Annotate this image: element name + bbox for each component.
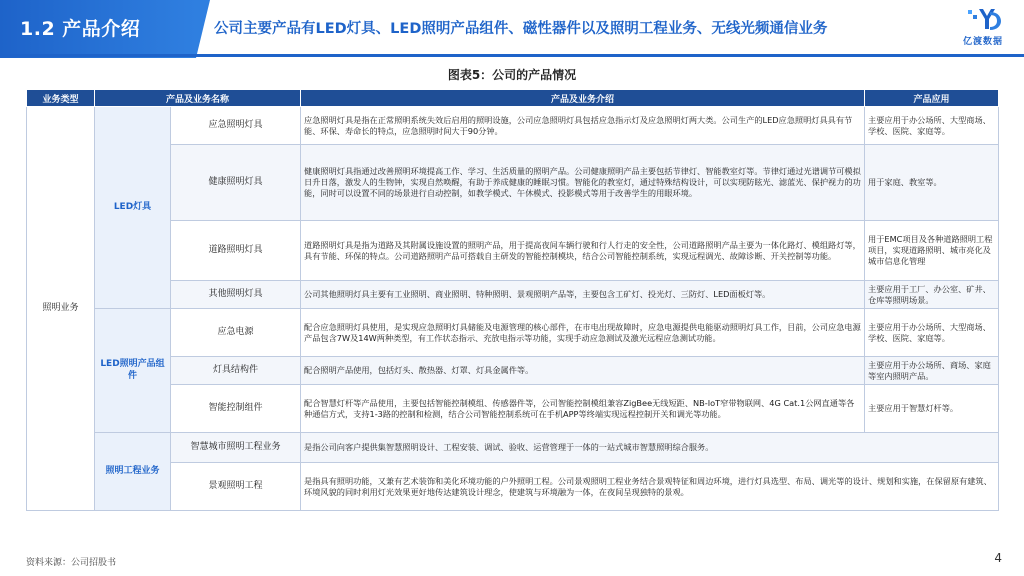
- table-row: [27, 309, 999, 357]
- header-product-application: 产品应用: [865, 90, 999, 107]
- table-row: [27, 463, 999, 511]
- product-description: 健康照明灯具指通过改善照明环境提高工作、学习、生活质量的照明产品。公司健康照明产品主要包括节律灯、智能教室灯等。节律灯通过光谱调节可模拟日升日落，激发人的生物钟，实现自然唤醒，有助于养成健康的睡眠习惯。智能化的教室灯，通过特殊结构设计，可以实现防眩光、滤蓝光、保护视力的功能，同时可以设置不同的场景进行自动控制，如教学模式、午休模式、投影模式等用于改善学生的用眼环境。: [301, 145, 865, 221]
- table-row: [27, 281, 999, 309]
- section-title: 1.2 产品介绍: [20, 18, 141, 40]
- group-led-components: LED照明产品组件: [95, 309, 171, 433]
- product-application: 用于家庭、教室等。: [865, 145, 999, 221]
- table-row: [27, 107, 999, 145]
- group-led-lamps: LED灯具: [95, 107, 171, 309]
- product-description: 应急照明灯具是指在正常照明系统失效后启用的照明设施，公司应急照明灯具包括应急指示灯及应急照明灯两大类。公司生产的LED应急照明灯具具有节能、环保、寿命长的特点，应急照明时间大于90分钟。: [301, 107, 865, 145]
- category-cell: 照明业务: [27, 107, 95, 511]
- product-description: 配合照明产品使用，包括灯头、散热器、灯罩、灯具金属件等。: [301, 357, 865, 385]
- product-application: 主要应用于办公场所、大型商场、学校、医院、家庭等。: [865, 309, 999, 357]
- product-name: 其他照明灯具: [171, 281, 301, 309]
- section-box: [0, 0, 196, 58]
- table-row: [27, 357, 999, 385]
- table-row: [27, 145, 999, 221]
- table-row: [27, 221, 999, 281]
- source-note: 资料来源：公司招股书: [26, 558, 117, 568]
- product-application: 主要应用于办公场所、大型商场、学校、医院、家庭等。: [865, 107, 999, 145]
- header-business-type: 业务类型: [27, 90, 95, 107]
- product-name: 灯具结构件: [171, 357, 301, 385]
- header-slant: [196, 0, 210, 58]
- product-application: 主要应用于工厂、办公室、矿井、仓库等照明场景。: [865, 281, 999, 309]
- product-application: 用于EMC项目及各种道路照明工程项目，实现道路照明、城市亮化及城市信息化管理: [865, 221, 999, 281]
- table-header-row: [27, 90, 999, 107]
- brand-logo: [952, 6, 1014, 50]
- header-product-name: 产品及业务名称: [95, 90, 301, 107]
- product-table: [26, 89, 999, 511]
- product-application: 主要应用于办公场所、商场、家庭等室内照明产品。: [865, 357, 999, 385]
- product-description: 配合应急照明灯具使用，是实现应急照明灯具储能及电源管理的核心部件，在市电出现故障时，应急电源提供电能驱动照明灯具工作，目前，公司应急电源产品包含7W及14W两种类型，有工作状态指示、充放电指示等功能，实现手动应急测试及激光远程应急测试功能。: [301, 309, 865, 357]
- header-rule: [0, 54, 1024, 57]
- group-lighting-engineering: 照明工程业务: [95, 433, 171, 511]
- product-description: 是指公司向客户提供集智慧照明设计、工程安装、调试、验收、运营管理于一体的一站式城市智慧照明综合服务。: [301, 433, 999, 463]
- table-row: [27, 433, 999, 463]
- product-description: 配合智慧灯杆等产品使用，主要包括智能控制模组、传感器件等，公司智能控制模组兼容ZigBee无线短距、NB-IoT窄带物联网、4G Cat.1公网直通等各种通信方式，支持1-3路的控制和检测，结合公司智能控制系统可在手机APP等终端实现远程控制开关和调光等功能。: [301, 385, 865, 433]
- product-name: 应急电源: [171, 309, 301, 357]
- page-number: 4: [994, 551, 1002, 565]
- logo-mark-icon: [966, 6, 1002, 32]
- product-application: 主要应用于智慧灯杆等。: [865, 385, 999, 433]
- product-name: 道路照明灯具: [171, 221, 301, 281]
- product-description: 道路照明灯具是指为道路及其附属设施设置的照明产品，用于提高夜间车辆行驶和行人行走的安全性，公司道路照明产品主要为一体化路灯、模组路灯等，具有节能、环保的特点。公司道路照明产品可搭载自主研发的智能控制模块，结合公司智能控制系统，实现远程调光、故障诊断、开关控制等功能。: [301, 221, 865, 281]
- product-description: 公司其他照明灯具主要有工业照明、商业照明、特种照明、景观照明产品等，主要包含工矿灯、投光灯、三防灯、LED面板灯等。: [301, 281, 865, 309]
- product-name: 智慧城市照明工程业务: [171, 433, 301, 463]
- logo-text: 亿渡数据: [962, 37, 1003, 47]
- product-description: 是指具有照明功能，又兼有艺术装饰和美化环境功能的户外照明工程。公司景观照明工程业务结合景观特征和周边环境，进行灯具选型、布局、调光等的设计、规划和实施，在保留原有建筑、环境风貌的同时利用灯光效果更好地传达建筑设计理念，使建筑与环境融为一体，在夜间呈现独特的景观。: [301, 463, 999, 511]
- product-name: 智能控制组件: [171, 385, 301, 433]
- product-name: 应急照明灯具: [171, 107, 301, 145]
- product-name: 景观照明工程: [171, 463, 301, 511]
- product-name: 健康照明灯具: [171, 145, 301, 221]
- table-caption: 图表5：公司的产品情况: [447, 68, 577, 82]
- header-bar: [0, 0, 1024, 58]
- table-row: [27, 385, 999, 433]
- header-product-intro: 产品及业务介绍: [301, 90, 865, 107]
- page-heading: 公司主要产品有LED灯具、LED照明产品组件、磁性器件以及照明工程业务、无线光频通信业务: [214, 21, 828, 37]
